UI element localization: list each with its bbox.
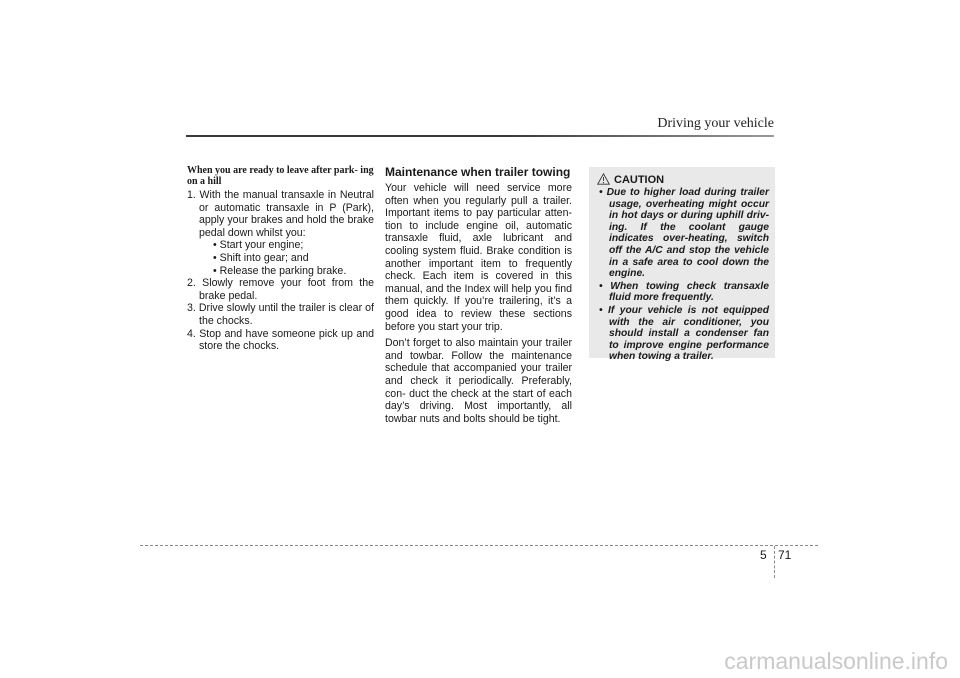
step-item: 4. Stop and have someone pick up and store the chocks. xyxy=(187,327,374,353)
step-bullets xyxy=(199,239,374,277)
step-item: 2. Slowly remove your foot from the brake pedal. xyxy=(187,277,374,302)
maintenance-paragraph: Don’t forget to also maintain your trailer and towbar. Follow the maintenance schedule that accompanied your trailer and check it periodically. Preferably, con- duct the check at the start of each day’s driving. Most importantly, all towbar nuts and bolts should be tight. xyxy=(385,337,572,425)
page-number: 71 xyxy=(778,548,792,562)
left-column xyxy=(187,160,374,353)
caution-item: • When towing check transaxle fluid more frequently. xyxy=(599,280,769,304)
bullet-item: • Shift into gear; and xyxy=(213,251,309,264)
caution-item: • Due to higher load during trailer usage, overheating might occur in hot days or during uphill driv- ing. If the coolant gauge indicates over-heating, switch off the A/C and stop the vehicle in a safe area to cool down the engine. xyxy=(599,187,769,280)
header-title: Driving your vehicle xyxy=(657,116,774,131)
header-rule xyxy=(186,135,774,137)
footer-rule xyxy=(140,545,818,546)
caution-box xyxy=(589,167,775,363)
caution-header xyxy=(589,167,775,187)
step-item xyxy=(187,189,374,277)
maintenance-heading: Maintenance when trailer towing xyxy=(385,165,571,179)
bullet-item: • Start your engine; xyxy=(213,239,304,252)
footer-divider xyxy=(774,546,775,578)
middle-column xyxy=(385,160,572,429)
warning-triangle-icon xyxy=(597,173,610,189)
caution-list xyxy=(589,187,775,363)
hill-start-steps xyxy=(187,189,374,353)
caution-item: • If your vehicle is not equipped with the air conditioner, you should install a condenser fan to improve engine performance when towing a trailer. xyxy=(599,304,769,363)
chapter-number: 5 xyxy=(760,548,767,562)
step-text: 1. With the manual transaxle in Neutral or automatic transaxle in P (Park), apply your brakes and hold the brake pedal down whilst you: xyxy=(187,189,374,239)
bullet-item: • Release the parking brake. xyxy=(213,264,347,277)
maintenance-paragraph: Your vehicle will need service more often when you regularly pull a trailer. Important items to pay particular atten- tion to include engine oil, automatic transaxle fluid, axle lubricant and cooling system fluid. Brake condition is another important item to frequently check. Each item is covered in this manual, and the Index will help you find them quickly. If you’re trailering, it’s a good idea to review these sections before you start your trip. xyxy=(385,182,572,333)
caution-title: CAUTION xyxy=(614,174,665,186)
hill-start-subheading: When you are ready to leave after park- ing on a hill xyxy=(187,165,374,187)
step-item: 3. Drive slowly until the trailer is clear of the chocks. xyxy=(187,302,374,327)
watermark: carmanualsonline.info xyxy=(724,648,948,674)
